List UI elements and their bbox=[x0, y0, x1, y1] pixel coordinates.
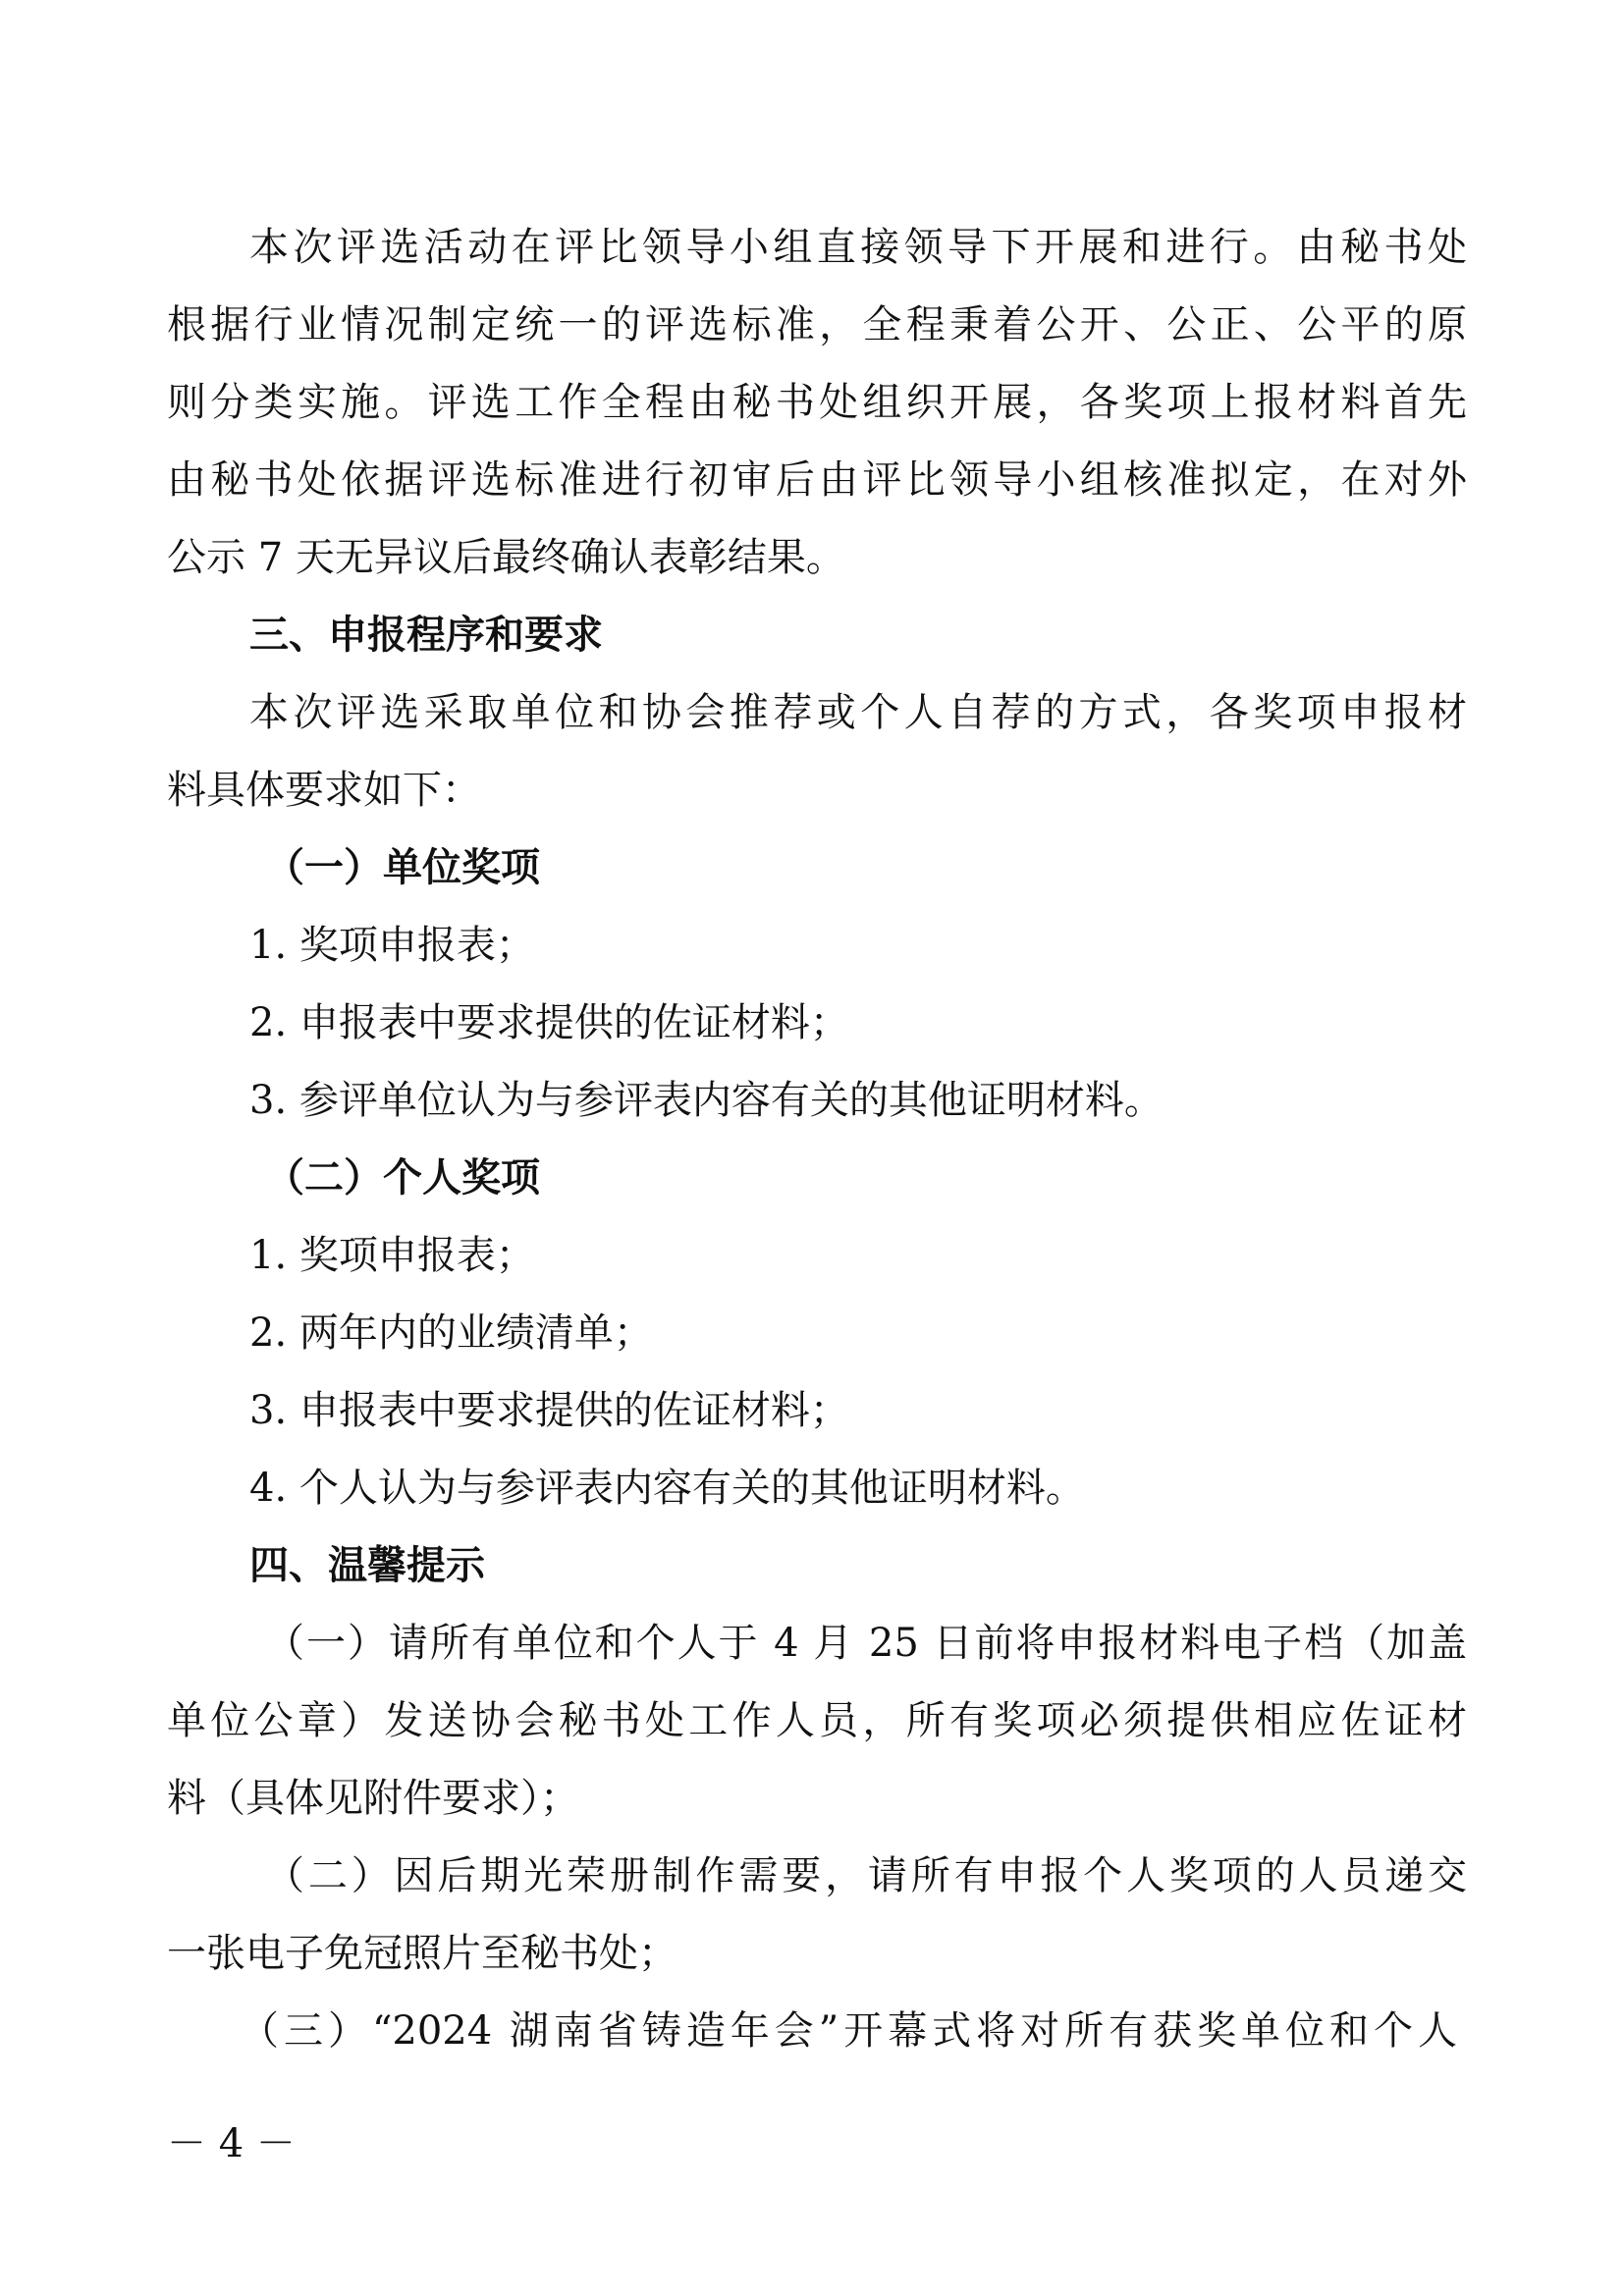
paragraph-line: 单位公章）发送协会秘书处工作人员，所有奖项必须提供相应佐证材 bbox=[167, 1698, 1467, 1743]
subsection-heading: （二）个人奖项 bbox=[265, 1155, 540, 1201]
list-item: 2. 申报表中要求提供的佐证材料； bbox=[249, 1000, 849, 1045]
paragraph-line: 料（具体见附件要求）； bbox=[167, 1776, 579, 1821]
paragraph-line: 一张电子免冠照片至秘书处； bbox=[167, 1931, 677, 1976]
paragraph-line: （三）“2024 湖南省铸造年会”开幕式将对所有获奖单位和个人 bbox=[240, 2008, 1457, 2054]
page-number: － 4 － bbox=[167, 2121, 296, 2166]
list-item: 4. 个人认为与参评表内容有关的其他证明材料。 bbox=[249, 1466, 1085, 1511]
section-heading: 三、申报程序和要求 bbox=[249, 613, 603, 658]
section-heading: 四、温馨提示 bbox=[249, 1543, 485, 1588]
paragraph-line: （二）因后期光荣册制作需要，请所有申报个人奖项的人员递交 bbox=[265, 1853, 1467, 1898]
list-item: 2. 两年内的业绩清单； bbox=[249, 1310, 653, 1356]
list-item: 1. 奖项申报表； bbox=[249, 923, 535, 968]
list-item: 1. 奖项申报表； bbox=[249, 1233, 535, 1278]
list-item: 3. 参评单位认为与参评表内容有关的其他证明材料。 bbox=[249, 1078, 1164, 1123]
paragraph-line: 料具体要求如下： bbox=[167, 768, 481, 813]
list-item: 3. 申报表中要求提供的佐证材料； bbox=[249, 1388, 849, 1433]
paragraph-line: 则分类实施。评选工作全程由秘书处组织开展，各奖项上报材料首先 bbox=[167, 380, 1467, 425]
paragraph-line: 由秘书处依据评选标准进行初审后由评比领导小组核准拟定，在对外 bbox=[167, 457, 1467, 503]
subsection-heading: （一）单位奖项 bbox=[265, 845, 540, 890]
paragraph-line: （一）请所有单位和个人于 4 月 25 日前将申报材料电子档（加盖 bbox=[265, 1621, 1467, 1666]
paragraph-line: 根据行业情况制定统一的评选标准，全程秉着公开、公正、公平的原 bbox=[167, 302, 1467, 347]
paragraph-line: 本次评选采取单位和协会推荐或个人自荐的方式，各奖项申报材 bbox=[249, 690, 1467, 735]
paragraph-line: 公示 7 天无异议后最终确认表彰结果。 bbox=[167, 535, 845, 580]
paragraph-line: 本次评选活动在评比领导小组直接领导下开展和进行。由秘书处 bbox=[249, 225, 1467, 270]
